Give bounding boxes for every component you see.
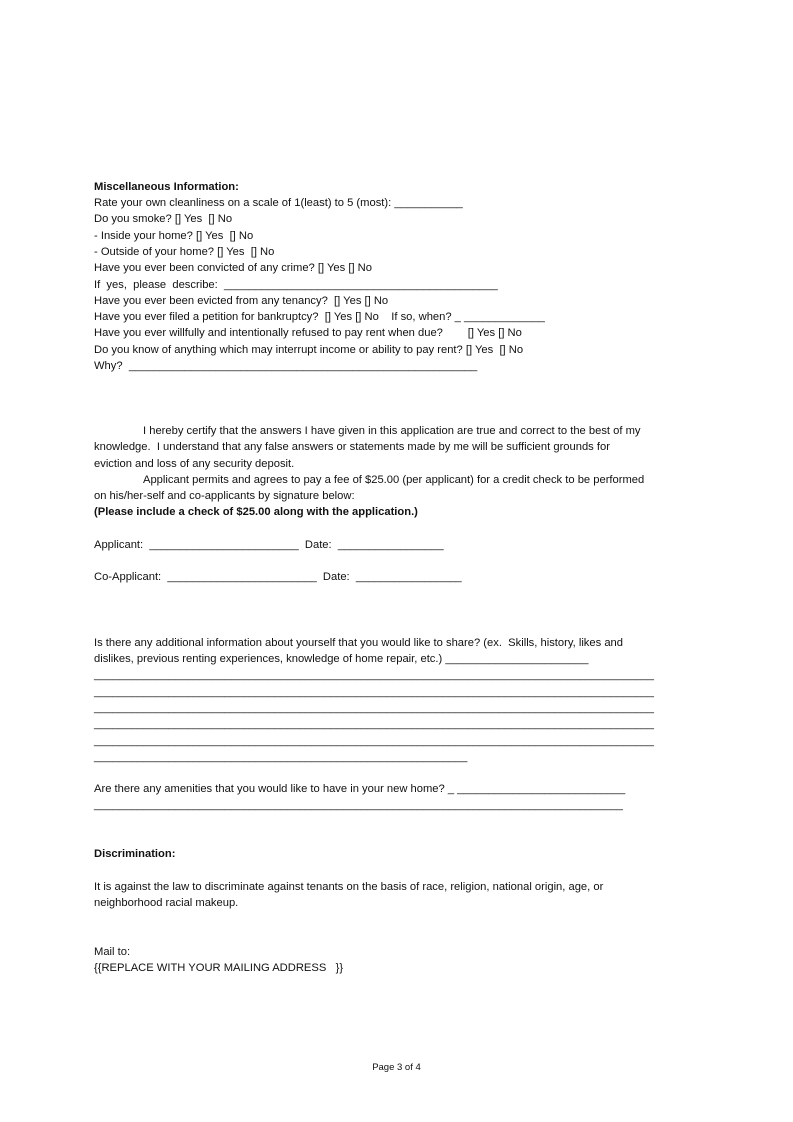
misc-crime-describe: If yes, please describe: ____________________________________________ xyxy=(94,279,498,291)
additional-info-blank-line: __________________________________________________________________________________________ xyxy=(94,718,654,730)
discrimination-text: It is against the law to discriminate against tenants on the basis of race, religion, national origin, age, or xyxy=(94,881,604,893)
misc-heading: Miscellaneous Information: xyxy=(94,181,239,193)
credit-check-paragraph-line: on his/her-self and co-applicants by signature below: xyxy=(94,490,355,502)
misc-smoke-outside: - Outside of your home? [] Yes [] No xyxy=(94,246,275,258)
additional-info-blank-line: __________________________________________________________________________________________ xyxy=(94,735,654,747)
amenities-question: Are there any amenities that you would like to have in your new home? _ ___________________________ xyxy=(94,783,626,795)
discrimination-heading: Discrimination: xyxy=(94,848,176,860)
additional-info-blank-line: __________________________________________________________________________________________ xyxy=(94,702,654,714)
certify-paragraph-line: knowledge. I understand that any false answers or statements made by me will be sufficient grounds for xyxy=(94,441,610,453)
additional-info-question: dislikes, previous renting experiences, knowledge of home repair, etc.) _______________________ xyxy=(94,653,589,665)
misc-eviction-question: Have you ever been evicted from any tenancy? [] Yes [] No xyxy=(94,295,389,307)
mailing-address-placeholder: {{REPLACE WITH YOUR MAILING ADDRESS }} xyxy=(94,962,344,974)
additional-info-blank-line: __________________________________________________________________________________________ xyxy=(94,669,654,681)
discrimination-text: neighborhood racial makeup. xyxy=(94,897,239,909)
misc-smoke-inside: - Inside your home? [] Yes [] No xyxy=(94,230,254,242)
additional-info-blank-line: ____________________________________________________________ xyxy=(94,751,468,763)
additional-info-question: Is there any additional information about yourself that you would like to share? (ex. Skills, history, likes and xyxy=(94,637,623,649)
applicant-signature-line: Applicant: ________________________ Date: _________________ xyxy=(94,539,444,551)
mail-to-label: Mail to: xyxy=(94,946,131,958)
page-number: Page 3 of 4 xyxy=(372,1062,421,1073)
misc-bankruptcy-question: Have you ever filed a petition for bankruptcy? [] Yes [] No If so, when? _ _____________ xyxy=(94,311,545,323)
check-note: (Please include a check of $25.00 along with the application.) xyxy=(94,506,418,518)
amenities-blank-line: _____________________________________________________________________________________ xyxy=(94,799,623,811)
misc-why-line: Why? ________________________________________________________ xyxy=(94,360,478,372)
credit-check-paragraph-line: Applicant permits and agrees to pay a fee of $25.00 (per applicant) for a credit check to be performed xyxy=(143,474,645,486)
misc-interrupt-income-question: Do you know of anything which may interrupt income or ability to pay rent? [] Yes [] No xyxy=(94,344,524,356)
certify-paragraph-line: eviction and loss of any security deposit. xyxy=(94,458,295,470)
misc-smoke-question: Do you smoke? [] Yes [] No xyxy=(94,213,233,225)
misc-refused-rent-question: Have you ever willfully and intentionally refused to pay rent when due? [] Yes [] No xyxy=(94,327,522,339)
co-applicant-signature-line: Co-Applicant: ________________________ Date: _________________ xyxy=(94,571,462,583)
misc-cleanliness-question: Rate your own cleanliness on a scale of 1(least) to 5 (most): ___________ xyxy=(94,197,463,209)
misc-crime-question: Have you ever been convicted of any crime? [] Yes [] No xyxy=(94,262,372,274)
certify-paragraph-line: I hereby certify that the answers I have given in this application are true and correct to the best of my xyxy=(143,425,641,437)
additional-info-blank-line: __________________________________________________________________________________________ xyxy=(94,686,654,698)
